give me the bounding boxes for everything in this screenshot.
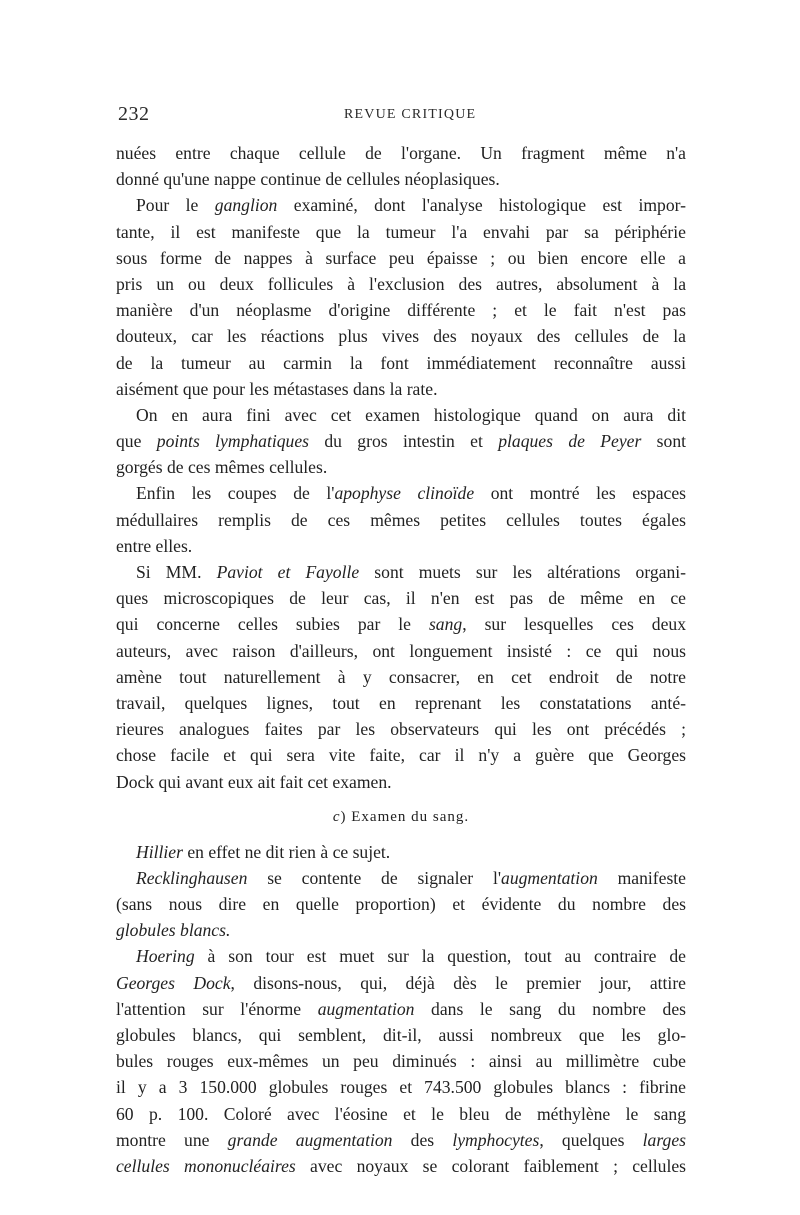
text-segment: donné qu'une nappe continue de cellules néoplasiques. xyxy=(116,169,500,190)
text-segment: ont montré les espaces xyxy=(474,483,687,504)
text-segment: , sur lesquelles ces deux xyxy=(462,614,686,635)
text-segment: du gros intestin et xyxy=(308,431,499,452)
section-heading xyxy=(116,795,686,839)
text-line xyxy=(116,323,686,349)
page-number: 232 xyxy=(118,103,150,125)
text-segment: des xyxy=(392,1129,453,1150)
text-line xyxy=(116,769,686,795)
text-segment: sont xyxy=(641,431,687,452)
text-line xyxy=(116,585,686,611)
text-segment: sont muets sur les altérations organi- xyxy=(359,562,687,582)
text-line xyxy=(116,454,686,480)
italic-text: apophyse clinoïde xyxy=(334,483,475,504)
italic-text: Hoering xyxy=(136,946,195,967)
text-line xyxy=(116,664,686,690)
italic-text: ganglion xyxy=(214,195,278,216)
text-segment: bules rouges eux-mêmes un peu diminués : ainsi au millimètre cube xyxy=(116,1051,686,1072)
text-segment: , disons-nous, qui, déjà dès le premier jour, attire xyxy=(230,972,686,993)
text-segment: tante, il est manifeste que la tumeur l'a envahi par sa périphérie xyxy=(116,221,686,242)
text-segment: ) Examen du sang. xyxy=(340,808,470,825)
text-segment: examiné, dont l'analyse histologique est impor- xyxy=(277,195,687,216)
text-segment: ques microscopiques de leur cas, il n'en est pas de même en ce xyxy=(116,588,686,609)
text-segment: dans le sang du nombre des xyxy=(414,998,686,1019)
text-segment: Si MM. xyxy=(136,562,217,582)
text-line xyxy=(116,140,686,166)
italic-text: cellules mononucléaires xyxy=(116,1155,296,1176)
text-line xyxy=(116,219,686,245)
italic-text: augmentation xyxy=(317,998,415,1019)
text-segment: médullaires remplis de ces mêmes petites cellules toutes égales xyxy=(116,509,686,530)
italic-text: points lymphatiques xyxy=(156,431,309,452)
text-segment: travail, quelques lignes, tout en reprenant les constatations anté- xyxy=(116,692,686,713)
italic-text: Recklinghausen xyxy=(136,867,248,888)
text-line xyxy=(116,1153,686,1179)
text-segment: On en aura fini avec cet examen histologique quand on aura dit xyxy=(136,404,686,425)
text-segment: auteurs, avec raison d'ailleurs, ont longuement insisté : ce qui nous xyxy=(116,640,686,661)
text-line xyxy=(116,350,686,376)
italic-text: grande augmentation xyxy=(227,1129,393,1150)
text-segment: avec noyaux se colorant faiblement ; cellules xyxy=(295,1155,686,1176)
text-line xyxy=(116,376,686,402)
italic-text: sang xyxy=(428,614,463,635)
text-line xyxy=(116,943,686,969)
text-segment: entre elles. xyxy=(116,535,193,556)
text-segment: se contente de signaler l' xyxy=(247,867,502,888)
italic-text: plaques de Peyer xyxy=(498,431,642,452)
text-line xyxy=(116,638,686,664)
italic-text: lymphocytes xyxy=(452,1129,540,1150)
italic-text: Paviot et Fayolle xyxy=(216,562,360,582)
text-segment: Enfin les coupes de l' xyxy=(136,483,335,504)
text-line xyxy=(116,839,686,865)
text-line xyxy=(116,507,686,533)
text-line xyxy=(116,533,686,559)
text-segment: , quelques xyxy=(539,1129,643,1150)
text-line xyxy=(116,917,686,943)
italic-text: Georges Dock xyxy=(116,972,231,993)
text-segment: aisément que pour les métastases dans la rate. xyxy=(116,378,438,399)
text-line xyxy=(116,865,686,891)
italic-text: globules blancs. xyxy=(116,920,231,941)
text-line xyxy=(116,559,686,585)
text-segment: en effet ne dit rien à ce sujet. xyxy=(182,841,391,862)
text-line xyxy=(116,1127,686,1153)
text-segment: sous forme de nappes à surface peu épaisse ; ou bien encore elle a xyxy=(116,247,686,268)
text-line xyxy=(116,297,686,323)
text-segment: nuées entre chaque cellule de l'organe. Un fragment même n'a xyxy=(116,143,686,163)
text-line xyxy=(116,1048,686,1074)
text-line xyxy=(116,742,686,768)
text-segment: gorgés de ces mêmes cellules. xyxy=(116,457,328,478)
body-text xyxy=(116,140,686,1179)
text-segment: pris un ou deux follicules à l'exclusion des autres, absolument à la xyxy=(116,273,686,294)
text-line xyxy=(116,1022,686,1048)
text-line xyxy=(116,716,686,742)
text-line xyxy=(116,690,686,716)
text-segment: l'attention sur l'énorme xyxy=(116,998,318,1019)
text-line xyxy=(116,428,686,454)
text-segment: à son tour est muet sur la question, tout au contraire de xyxy=(194,946,686,967)
text-line xyxy=(116,192,686,218)
text-segment: amène tout naturellement à y consacrer, en cet endroit de notre xyxy=(116,666,686,687)
text-segment: montre une xyxy=(116,1129,228,1150)
text-segment: de la tumeur au carmin la font immédiatement reconnaître aussi xyxy=(116,352,686,373)
text-line xyxy=(116,1101,686,1127)
text-segment: chose facile et qui sera vite faite, car il n'y a guère que Georges xyxy=(116,745,686,766)
text-line xyxy=(116,611,686,637)
text-line xyxy=(116,245,686,271)
text-line xyxy=(116,271,686,297)
text-line xyxy=(116,996,686,1022)
text-segment: Pour le xyxy=(136,195,215,216)
text-segment: Dock qui avant eux ait fait cet examen. xyxy=(116,771,392,792)
page-header xyxy=(112,103,684,133)
running-title: REVUE CRITIQUE xyxy=(344,107,477,122)
italic-text: Hillier xyxy=(136,841,183,862)
text-line xyxy=(116,402,686,428)
text-segment: manifeste xyxy=(597,867,686,888)
text-segment: globules blancs, qui semblent, dit-il, aussi nombreux que les glo- xyxy=(116,1025,686,1045)
text-line xyxy=(116,166,686,192)
text-line xyxy=(116,480,686,506)
text-segment: 60 p. 100. Coloré avec l'éosine et le bleu de méthylène le sang xyxy=(116,1103,686,1124)
text-line xyxy=(116,891,686,917)
italic-text: c xyxy=(332,808,341,825)
italic-text: larges xyxy=(642,1129,687,1150)
text-segment: que xyxy=(116,431,157,452)
italic-text: augmentation xyxy=(501,867,598,888)
text-segment: (sans nous dire en quelle proportion) et évidente du nombre des xyxy=(116,894,686,915)
text-segment: il y a 3 150.000 globules rouges et 743.500 globules blancs : fibrine xyxy=(116,1077,686,1098)
text-segment: douteux, car les réactions plus vives des noyaux des cellules de la xyxy=(116,326,686,347)
text-segment: qui concerne celles subies par le xyxy=(116,614,429,635)
text-segment: manière d'un néoplasme d'origine différente ; et le fait n'est pas xyxy=(116,300,686,321)
text-line xyxy=(116,1074,686,1100)
text-line xyxy=(116,970,686,996)
text-segment: rieures analogues faites par les observateurs qui les ont précédés ; xyxy=(116,719,686,740)
